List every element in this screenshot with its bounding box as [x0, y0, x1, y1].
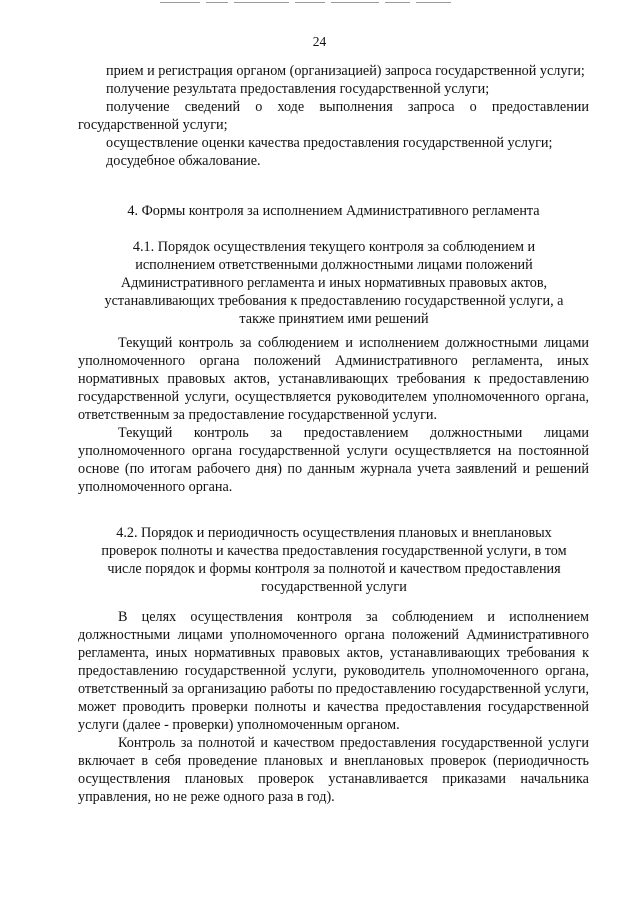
paragraph: Контроль за полнотой и качеством предоставления государственной услуги включает в себя проведение плановых и внеплановых проверок (периодичность осуществления плановых проверок устанавливается приказами начальника управления, но не реже одного раза в год).: [78, 735, 589, 805]
paragraph: Текущий контроль за предоставлением должностными лицами уполномоченного органа государственной услуги осуществляется на постоянной основе (по итогам рабочего дня) по данным журнала учета заявлений и решений уполномоченного органа.: [78, 425, 589, 495]
list-block: [78, 62, 589, 170]
list-item: прием и регистрация органом (организацией) запроса государственной услуги;: [106, 63, 585, 79]
list-item: осуществление оценки качества предоставления государственной услуги;: [106, 135, 553, 151]
scan-artifact: [160, 2, 460, 6]
paragraph: Текущий контроль за соблюдением и исполнением должностными лицами уполномоченного органа положений Административного регламента, иных нормативных правовых актов, устанавливающих требования к предоставлению государственной услуги, осуществляется руководителем уполномоченного органа, ответственным за предоставление государственной услуги.: [78, 335, 589, 423]
page-number: 24: [312, 34, 327, 49]
list-item: получение сведений о ходе выполнения запроса о предоставлении государственной услуги;: [78, 99, 589, 133]
section-4-2-body: [78, 608, 589, 806]
section-4-1-title: 4.1. Порядок осуществления текущего контроля за соблюдением и исполнением ответственными должностными лицами положений Административного регламента и иных нормативных правовых актов, устанавливающих требования к предоставлению государственной услуги, а также принятием ими решений: [104, 239, 564, 327]
list-item: получение результата предоставления государственной услуги;: [106, 81, 490, 97]
section-4-2-title: 4.2. Порядок и периодичность осуществления плановых и внеплановых проверок полноты и качества предоставления государственной услуги, в том числе порядок и формы контроля за полнотой и качеством предоставления государственной услуги: [101, 525, 567, 595]
list-item: досудебное обжалование.: [106, 153, 261, 169]
paragraph: В целях осуществления контроля за соблюдением и исполнением должностными лицами уполномоченного органа положений Административного регламента, иных нормативных правовых актов, устанавливающих требования к предоставлению государственной услуги, руководитель уполномоченного органа, ответственный за организацию работы по предоставлению государственной услуги, может проводить проверки полноты и качества предоставления государственной услуги (далее - проверки) уполномоченным органом.: [78, 609, 589, 733]
section-4-1-body: [78, 334, 589, 496]
section-4-title: 4. Формы контроля за исполнением Административного регламента: [127, 203, 540, 219]
